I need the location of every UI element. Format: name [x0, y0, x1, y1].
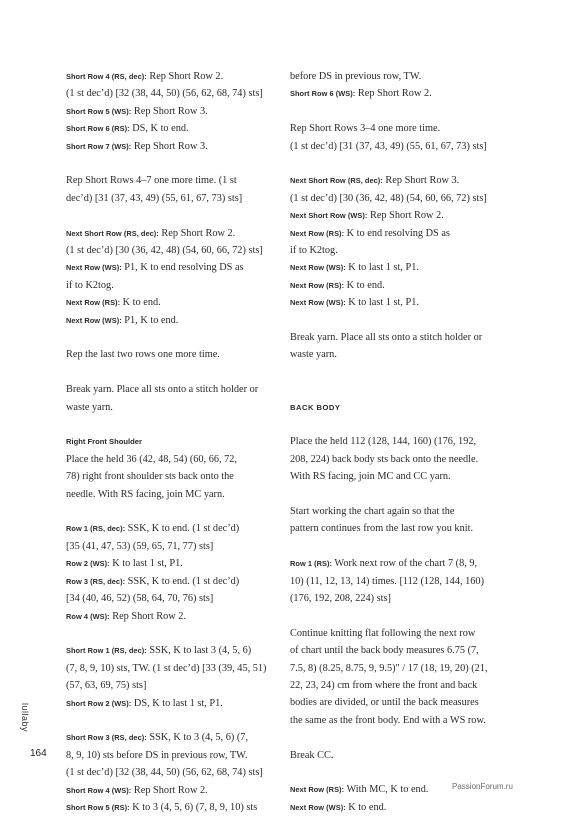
- row-text: DS, K to last 1 st, P1.: [131, 697, 223, 709]
- row-text: K to end.: [120, 297, 161, 309]
- text-line: [290, 277, 512, 294]
- row-text: Rep Short Row 2.: [158, 227, 236, 239]
- text-line: [66, 259, 288, 276]
- row-label: Short Row 7 (WS):: [66, 141, 132, 151]
- paragraph-gap: [66, 207, 288, 224]
- text-line: [66, 764, 288, 781]
- text-line: [66, 590, 288, 607]
- text-line: [290, 677, 512, 694]
- text-line: [290, 329, 512, 346]
- row-text: (7, 8, 9, 10) sts, TW. (1 st dec’d) [33 (39, 45, 51): [66, 662, 267, 674]
- text-line: [66, 103, 288, 120]
- row-text: P1, K to end resolving DS as: [121, 262, 244, 274]
- row-label: Row 3 (RS, dec):: [66, 576, 126, 586]
- paragraph-gap: [290, 381, 512, 398]
- text-line: [66, 660, 288, 677]
- row-text: SSK, K to 3 (4, 5, 6) (7,: [146, 732, 249, 744]
- row-label: Short Row 4 (WS):: [66, 785, 132, 795]
- row-text: Rep Short Row 3.: [131, 105, 208, 117]
- row-text: Rep Short Rows 3–4 one more time.: [290, 123, 441, 135]
- paragraph-gap: [290, 538, 512, 555]
- row-text: [34 (40, 46, 52) (58, 64, 70, 76) sts]: [66, 593, 214, 605]
- row-text: Break yarn. Place all sts onto a stitch holder or: [290, 332, 483, 344]
- row-label: Short Row 1 (RS, dec):: [66, 646, 147, 656]
- row-label: Next Row (WS):: [66, 263, 122, 273]
- text-line: [290, 85, 512, 102]
- row-text: 8, 9, 10) sts before DS in previous row, TW.: [66, 749, 248, 761]
- row-text: Rep Short Row 2.: [146, 71, 224, 82]
- row-text: needle. With RS facing, join MC yarn.: [66, 488, 225, 500]
- row-text: Work next row of the chart 7 (8, 9,: [332, 558, 478, 570]
- row-text: Place the held 36 (42, 48, 54) (60, 66, 72,: [66, 453, 238, 465]
- row-text: [35 (41, 47, 53) (59, 65, 71, 77) sts]: [66, 540, 214, 552]
- row-text: 22, 23, 24) cm from where the front and back: [290, 680, 478, 692]
- right-column: [290, 68, 512, 816]
- row-text: before DS in previous row, TW.: [290, 71, 422, 82]
- row-label: Next Short Row (RS, dec):: [290, 176, 383, 186]
- row-text: waste yarn.: [290, 349, 337, 361]
- row-text: Rep Short Row 3.: [382, 175, 460, 187]
- row-label: Next Row (RS):: [66, 298, 121, 308]
- text-line: [66, 68, 288, 85]
- row-label: Row 1 (RS):: [290, 559, 333, 569]
- row-text: 78) right front shoulder sts back onto the: [66, 471, 234, 483]
- paragraph-gap: [290, 155, 512, 172]
- row-label: Next Row (WS):: [290, 263, 346, 273]
- row-text: Rep Short Row 2.: [131, 784, 208, 796]
- row-text: (57, 63, 69, 75) sts]: [66, 680, 147, 692]
- row-text: K to end resolving DS as: [344, 227, 450, 239]
- row-label: Next Row (WS):: [290, 802, 346, 812]
- text-line: [290, 555, 512, 572]
- paragraph-gap: [290, 486, 512, 503]
- row-text: Break CC.: [290, 749, 334, 761]
- row-text: (1 st dec’d) [32 (38, 44, 50) (56, 62, 68, 74) sts]: [66, 767, 263, 779]
- paragraph-gap: [66, 155, 288, 172]
- text-line: [66, 294, 288, 311]
- text-line: [66, 695, 288, 712]
- text-line: [290, 433, 512, 450]
- paragraph-gap: [66, 416, 288, 433]
- text-line: [290, 468, 512, 485]
- paragraph-gap: [290, 416, 512, 433]
- row-text: the same as the front body. End with a WS row.: [290, 714, 486, 726]
- text-line: [66, 608, 288, 625]
- section-heading: BACK BODY: [290, 402, 341, 412]
- text-line: [290, 625, 512, 642]
- paragraph-gap: [66, 503, 288, 520]
- row-text: Rep Short Row 3.: [131, 140, 208, 152]
- row-label: Short Row 4 (RS, dec):: [66, 72, 147, 81]
- text-line: [66, 799, 288, 816]
- text-line: [290, 660, 512, 677]
- text-line: [66, 277, 288, 294]
- row-text: 208, 224) back body sts back onto the needle.: [290, 453, 479, 465]
- text-line: [290, 520, 512, 537]
- side-label: lullaby: [20, 703, 30, 733]
- text-line: [290, 120, 512, 137]
- paragraph-gap: [66, 712, 288, 729]
- paragraph-gap: [290, 103, 512, 120]
- row-text: K to last 1 st, P1.: [109, 558, 183, 570]
- row-label: Next Short Row (WS):: [290, 211, 368, 221]
- text-line: [290, 747, 512, 764]
- row-text: of chart until the back body measures 6.75 (7,: [290, 645, 479, 657]
- text-line: [290, 799, 512, 816]
- page-number: 164: [30, 748, 47, 759]
- row-text: Break yarn. Place all sts onto a stitch holder or: [66, 384, 259, 396]
- row-label: Next Row (RS):: [290, 280, 345, 290]
- text-line: [290, 138, 512, 155]
- text-line: [66, 677, 288, 694]
- row-text: 10) (11, 12, 13, 14) times. [112 (128, 144, 160): [290, 575, 484, 587]
- text-line: [290, 590, 512, 607]
- text-line: [290, 346, 512, 363]
- row-text: (1 st dec’d) [30 (36, 42, 48) (54, 60, 66, 72) sts]: [290, 192, 487, 204]
- paragraph-gap: [66, 329, 288, 346]
- paragraph-gap: [290, 764, 512, 781]
- text-line: [66, 312, 288, 329]
- row-label: Row 2 (WS):: [66, 559, 110, 569]
- row-text: 7.5, 8) (8.25, 8.75, 9, 9.5)" / 17 (18, 19, 20) (21,: [290, 662, 488, 674]
- row-label: Short Row 6 (RS):: [66, 124, 130, 134]
- text-line: [66, 172, 288, 189]
- row-text: Rep Short Rows 4–7 one more time. (1 st: [66, 175, 237, 187]
- text-line: [66, 486, 288, 503]
- row-text: SSK, K to last 3 (4, 5, 6): [146, 645, 252, 657]
- row-text: pattern continues from the last row you knit.: [290, 523, 474, 535]
- row-text: waste yarn.: [66, 401, 113, 413]
- text-line: [290, 242, 512, 259]
- text-line: [66, 85, 288, 102]
- row-text: P1, K to end.: [121, 314, 179, 326]
- row-text: (176, 192, 208, 224) sts]: [290, 593, 391, 605]
- text-line: [290, 712, 512, 729]
- row-text: Place the held 112 (128, 144, 160) (176, 192,: [290, 436, 477, 448]
- text-line: [290, 190, 512, 207]
- row-text: Rep Short Row 2.: [109, 610, 187, 622]
- row-label: Row 4 (WS):: [66, 611, 110, 621]
- row-text: (1 st dec’d) [30 (36, 42, 48) (54, 60, 66, 72) sts]: [66, 245, 263, 257]
- text-line: [66, 747, 288, 764]
- text-line: [66, 190, 288, 207]
- paragraph-gap: [290, 607, 512, 624]
- row-label: Next Row (RS):: [290, 785, 345, 795]
- row-text: (1 st dec’d) [32 (38, 44, 50) (56, 62, 68, 74) sts]: [66, 88, 263, 100]
- text-line: [66, 520, 288, 537]
- text-line: [66, 642, 288, 659]
- text-line: [66, 573, 288, 590]
- text-line: [290, 207, 512, 224]
- text-line: [66, 729, 288, 746]
- watermark: PassionForum.ru: [452, 782, 513, 791]
- text-line: [66, 346, 288, 363]
- row-label: Row 1 (RS, dec):: [66, 524, 126, 534]
- row-text: if to K2tog.: [66, 279, 114, 291]
- left-column: [66, 68, 288, 816]
- text-line: [290, 694, 512, 711]
- text-line: [290, 503, 512, 520]
- row-text: dec’d) [31 (37, 43, 49) (55, 61, 67, 73) sts]: [66, 192, 243, 204]
- row-label: Short Row 3 (RS, dec):: [66, 733, 147, 743]
- row-text: bodies are divided, or until the back measures: [290, 697, 479, 709]
- text-line: [290, 225, 512, 242]
- row-text: With RS facing, join MC and CC yarn.: [290, 471, 451, 483]
- row-label: Short Row 5 (WS):: [66, 106, 132, 116]
- text-line: [66, 451, 288, 468]
- row-text: Rep Short Row 2.: [355, 88, 432, 100]
- text-line: [66, 120, 288, 137]
- row-text: SSK, K to end. (1 st dec’d): [125, 575, 240, 587]
- text-line: [66, 225, 288, 242]
- paragraph-gap: [290, 364, 512, 381]
- text-line: [66, 381, 288, 398]
- text-line: [290, 294, 512, 311]
- text-line: [66, 468, 288, 485]
- row-text: DS, K to end.: [129, 123, 189, 135]
- text-line: [290, 172, 512, 189]
- row-text: Rep Short Row 2.: [367, 210, 444, 222]
- row-text: K to 3 (4, 5, 6) (7, 8, 9, 10) sts: [129, 801, 258, 813]
- row-label: Next Row (WS):: [290, 298, 346, 308]
- row-text: With MC, K to end.: [344, 784, 429, 796]
- row-text: K to last 1 st, P1.: [345, 262, 419, 274]
- paragraph-gap: [290, 729, 512, 746]
- text-line: [66, 242, 288, 259]
- row-text: SSK, K to end. (1 st dec’d): [125, 523, 240, 535]
- text-line: [290, 259, 512, 276]
- text-line: [290, 642, 512, 659]
- text-line: [66, 538, 288, 555]
- row-text: if to K2tog.: [290, 245, 338, 257]
- row-label: Short Row 2 (WS):: [66, 698, 132, 708]
- text-line: [66, 555, 288, 572]
- text-line: [290, 451, 512, 468]
- row-label: Next Row (WS):: [66, 315, 122, 325]
- paragraph-gap: [66, 364, 288, 381]
- row-text: (1 st dec’d) [31 (37, 43, 49) (55, 61, 67, 73) sts]: [290, 140, 487, 152]
- row-text: K to end.: [344, 279, 385, 291]
- text-line: [290, 68, 512, 85]
- row-text: Continue knitting flat following the next row: [290, 627, 476, 639]
- paragraph-gap: [66, 625, 288, 642]
- row-label: Short Row 5 (RS):: [66, 802, 130, 812]
- row-text: K to last 1 st, P1.: [345, 297, 419, 309]
- text-line: [66, 782, 288, 799]
- row-text: Start working the chart again so that the: [290, 506, 455, 518]
- text-line: [290, 573, 512, 590]
- text-line: [66, 138, 288, 155]
- row-label: Next Short Row (RS, dec):: [66, 228, 159, 238]
- text-line: [66, 399, 288, 416]
- row-label: Short Row 6 (WS):: [290, 89, 356, 99]
- row-label: Next Row (RS):: [290, 228, 345, 238]
- subsection-heading: Right Front Shoulder: [66, 437, 142, 447]
- row-text: Rep the last two rows one more time.: [66, 349, 220, 361]
- paragraph-gap: [290, 312, 512, 329]
- row-text: K to end.: [345, 801, 387, 813]
